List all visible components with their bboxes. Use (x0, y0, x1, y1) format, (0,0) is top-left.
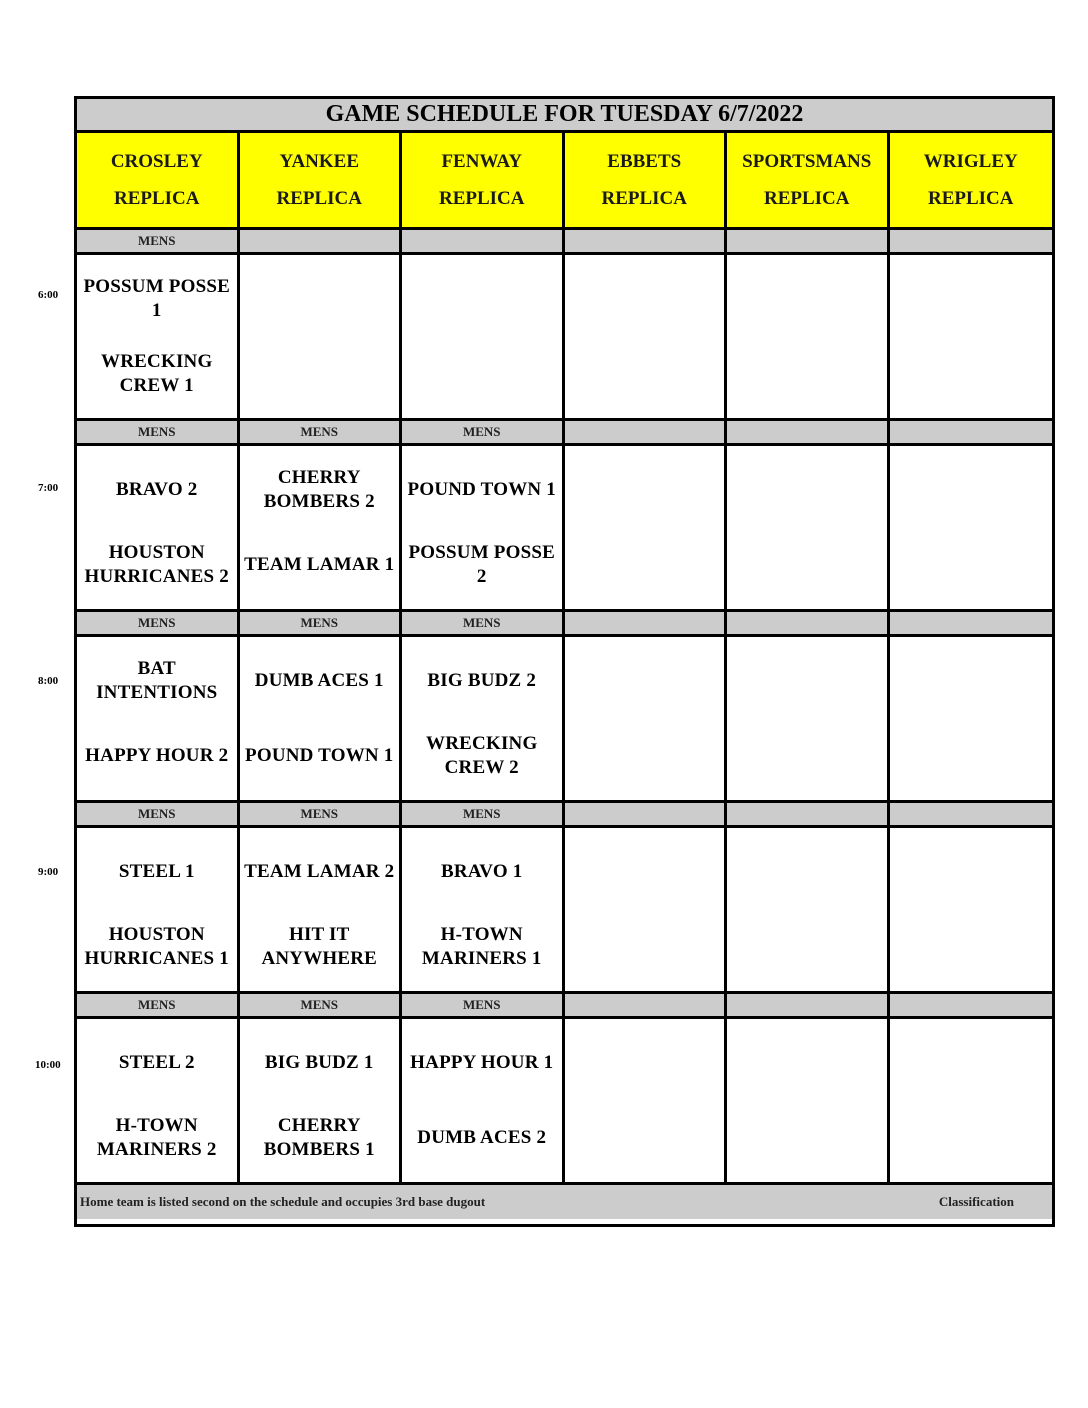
field-header (402, 133, 565, 230)
game-cell (727, 446, 890, 612)
field-name: YANKEE (279, 151, 360, 172)
field-header (77, 133, 240, 230)
division-label: MENS (402, 803, 565, 828)
home-team: POSSUM POSSE 2 (408, 542, 555, 588)
home-team: H-TOWN MARINERS 2 (96, 1115, 217, 1161)
game-cell (240, 828, 403, 994)
division-label: MENS (240, 612, 403, 637)
field-subtitle: REPLICA (927, 188, 1014, 209)
home-team (729, 719, 885, 795)
time-column (0, 0, 74, 1408)
away-team (567, 452, 723, 528)
schedule-title: GAME SCHEDULE FOR TUESDAY 6/7/2022 (77, 99, 1052, 133)
home-team (404, 337, 560, 413)
away-team: CHERRY BOMBERS 2 (263, 466, 375, 512)
division-label (890, 230, 1053, 255)
field-subtitle: REPLICA (438, 188, 525, 209)
home-team (567, 528, 723, 604)
division-label (565, 803, 728, 828)
division-label (727, 994, 890, 1019)
game-cell (77, 828, 240, 994)
away-team: DUMB ACES 1 (254, 669, 384, 691)
away-team (567, 1025, 723, 1101)
game-cell (240, 1019, 403, 1185)
game-cell (240, 637, 403, 803)
game-cell (77, 637, 240, 803)
game-cell (565, 637, 728, 803)
game-cell (402, 255, 565, 421)
division-label (890, 994, 1053, 1019)
home-team (892, 910, 1051, 986)
game-cell (727, 828, 890, 994)
field-header (565, 133, 728, 230)
division-label (240, 230, 403, 255)
away-team (892, 834, 1051, 910)
field-name: EBBETS (607, 151, 682, 172)
away-team: BRAVO 2 (116, 478, 198, 500)
field-subtitle: REPLICA (763, 188, 850, 209)
away-team: STEEL 2 (118, 1051, 195, 1073)
away-team (892, 452, 1051, 528)
division-label: MENS (240, 994, 403, 1019)
away-team (729, 834, 885, 910)
division-label (402, 230, 565, 255)
home-team (892, 719, 1051, 795)
game-cell (727, 637, 890, 803)
home-team (567, 910, 723, 986)
division-label (565, 230, 728, 255)
game-cell (240, 255, 403, 421)
field-name: SPORTSMANS (742, 151, 872, 172)
away-team (892, 261, 1051, 337)
division-label: MENS (77, 230, 240, 255)
classification-label: Classification (938, 1194, 1014, 1209)
division-label (890, 612, 1053, 637)
game-cell (727, 255, 890, 421)
away-team: BRAVO 1 (441, 860, 523, 882)
away-team: POSSUM POSSE 1 (83, 275, 230, 321)
away-team: HAPPY HOUR 1 (410, 1051, 554, 1073)
game-cell (565, 828, 728, 994)
home-team (729, 1101, 885, 1177)
home-team: CHERRY BOMBERS 1 (263, 1115, 375, 1161)
home-team: HOUSTON HURRICANES 1 (84, 924, 229, 970)
field-subtitle: REPLICA (276, 188, 362, 209)
field-name: FENWAY (441, 151, 523, 172)
away-team (567, 643, 723, 719)
time-label: 10:00 (35, 1059, 61, 1071)
game-cell (565, 1019, 728, 1185)
home-team (729, 528, 885, 604)
division-label (727, 421, 890, 446)
home-team: HOUSTON HURRICANES 2 (84, 542, 229, 588)
home-team: WRECKING CREW 1 (101, 351, 213, 397)
division-label (890, 421, 1053, 446)
away-team (242, 261, 398, 337)
game-cell (890, 637, 1053, 803)
field-subtitle: REPLICA (601, 188, 687, 209)
away-team (567, 834, 723, 910)
division-label (565, 612, 728, 637)
game-cell (240, 446, 403, 612)
game-cell (890, 1019, 1053, 1185)
home-team: WRECKING CREW 2 (426, 733, 538, 779)
division-label (727, 230, 890, 255)
division-label: MENS (402, 421, 565, 446)
game-cell (890, 828, 1053, 994)
division-label: MENS (77, 994, 240, 1019)
home-team (892, 528, 1051, 604)
game-cell (402, 637, 565, 803)
away-team: STEEL 1 (118, 860, 195, 882)
home-team: POUND TOWN 1 (245, 745, 394, 767)
division-label (565, 421, 728, 446)
game-cell (890, 446, 1053, 612)
footer-bar (77, 1185, 1052, 1219)
division-label (565, 994, 728, 1019)
home-team (567, 1101, 723, 1177)
home-team: DUMB ACES 2 (417, 1127, 547, 1149)
schedule-table (74, 96, 1055, 1227)
away-team (892, 1025, 1051, 1101)
away-team (404, 261, 560, 337)
away-team: BIG BUDZ 2 (427, 669, 537, 691)
time-label: 8:00 (38, 675, 59, 687)
away-team (729, 261, 885, 337)
field-header (727, 133, 890, 230)
game-cell (402, 828, 565, 994)
division-label (727, 612, 890, 637)
division-label (890, 803, 1053, 828)
game-cell (77, 255, 240, 421)
away-team (729, 452, 885, 528)
field-subtitle: REPLICA (113, 188, 200, 209)
game-cell (727, 1019, 890, 1185)
away-team (892, 643, 1051, 719)
time-label: 6:00 (38, 289, 59, 301)
away-team: BIG BUDZ 1 (264, 1051, 374, 1073)
game-cell (565, 446, 728, 612)
division-label: MENS (240, 803, 403, 828)
division-label: MENS (240, 421, 403, 446)
division-label: MENS (77, 612, 240, 637)
division-label: MENS (77, 421, 240, 446)
home-team: H-TOWN MARINERS 1 (421, 924, 542, 970)
time-label: 7:00 (38, 482, 59, 494)
game-cell (565, 255, 728, 421)
away-team: TEAM LAMAR 2 (244, 860, 395, 882)
home-team (892, 1101, 1051, 1177)
division-label: MENS (77, 803, 240, 828)
game-cell (77, 1019, 240, 1185)
home-team (892, 337, 1051, 413)
home-team (567, 337, 723, 413)
time-label: 9:00 (38, 866, 59, 878)
home-team: HIT IT ANYWHERE (261, 924, 378, 970)
home-team (729, 910, 885, 986)
field-header (240, 133, 403, 230)
footer-note: Home team is listed second on the schedule and occupies 3rd base dugout (80, 1194, 486, 1209)
field-name: WRIGLEY (923, 151, 1018, 172)
division-label: MENS (402, 612, 565, 637)
home-team: HAPPY HOUR 2 (85, 745, 229, 767)
game-cell (402, 1019, 565, 1185)
away-team (567, 261, 723, 337)
game-cell (890, 255, 1053, 421)
home-team (729, 337, 885, 413)
away-team (729, 643, 885, 719)
away-team: BAT INTENTIONS (96, 657, 218, 703)
away-team: POUND TOWN 1 (407, 478, 556, 500)
division-label: MENS (402, 994, 565, 1019)
home-team (242, 337, 398, 413)
home-team (567, 719, 723, 795)
game-cell (77, 446, 240, 612)
division-label (727, 803, 890, 828)
away-team (729, 1025, 885, 1101)
home-team: TEAM LAMAR 1 (244, 554, 395, 576)
field-name: CROSLEY (110, 151, 203, 172)
field-header (890, 133, 1053, 230)
game-cell (402, 446, 565, 612)
